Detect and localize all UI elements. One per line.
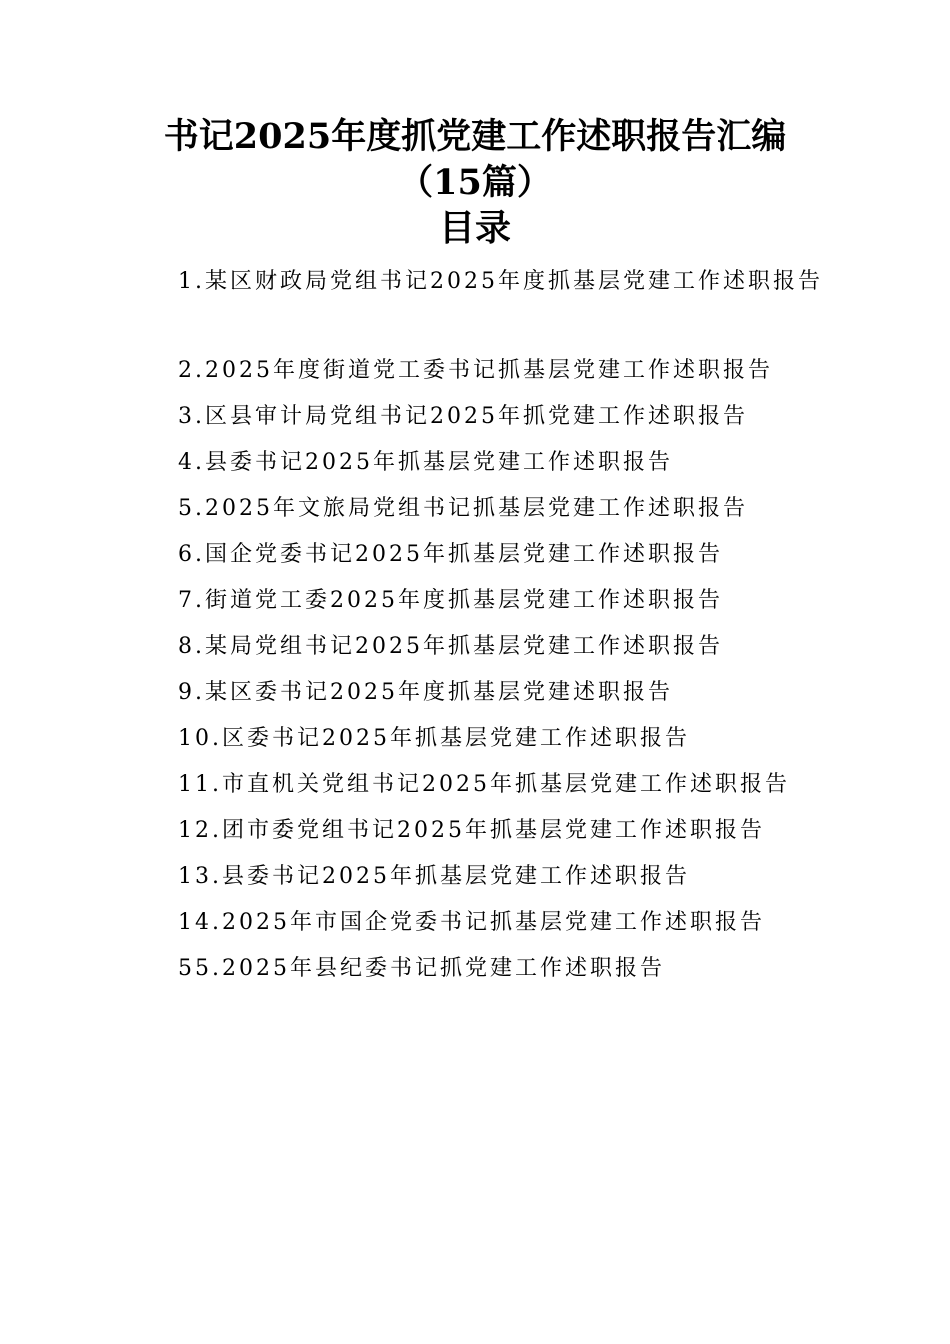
toc-item: 2.2025年度街道党工委书记抓基层党建工作述职报告 <box>178 358 773 383</box>
document-title: 书记2025年度抓党建工作述职报告汇编 <box>163 116 787 157</box>
toc-heading: 目录 <box>438 207 511 249</box>
toc-item: 55.2025年县纪委书记抓党建工作述职报告 <box>178 956 665 981</box>
toc-item: 12.团市委党组书记2025年抓基层党建工作述职报告 <box>178 818 765 843</box>
toc-item: 7.街道党工委2025年度抓基层党建工作述职报告 <box>178 588 723 613</box>
toc-item: 8.某局党组书记2025年抓基层党建工作述职报告 <box>178 634 723 659</box>
document-subtitle-count: （15篇） <box>398 162 552 203</box>
toc-item: 3.区县审计局党组书记2025年抓党建工作述职报告 <box>178 404 748 429</box>
toc-item: 10.区委书记2025年抓基层党建工作述职报告 <box>178 726 690 751</box>
toc-item: 13.县委书记2025年抓基层党建工作述职报告 <box>178 864 690 889</box>
toc-item: 11.市直机关党组书记2025年抓基层党建工作述职报告 <box>178 772 790 797</box>
toc-item: 5.2025年文旅局党组书记抓基层党建工作述职报告 <box>178 496 748 521</box>
toc-item: 6.国企党委书记2025年抓基层党建工作述职报告 <box>178 542 723 567</box>
toc-item: 1.某区财政局党组书记2025年度抓基层党建工作述职报告 <box>178 269 823 294</box>
toc-item: 9.某区委书记2025年度抓基层党建述职报告 <box>178 680 673 705</box>
toc-item: 14.2025年市国企党委书记抓基层党建工作述职报告 <box>178 910 765 935</box>
toc-item: 4.县委书记2025年抓基层党建工作述职报告 <box>178 450 673 475</box>
